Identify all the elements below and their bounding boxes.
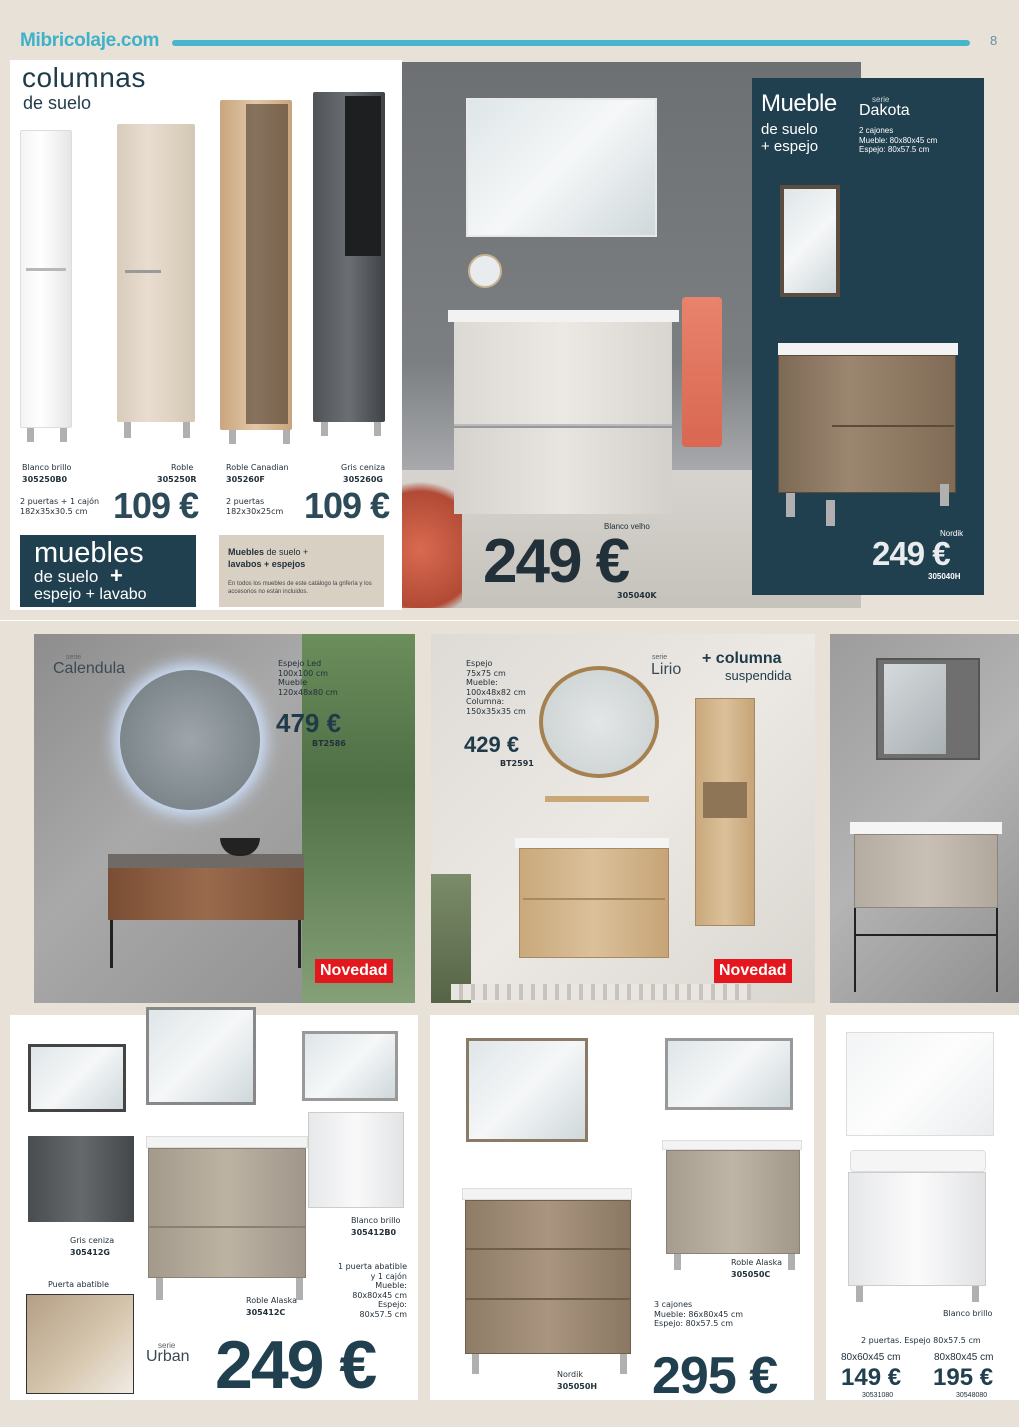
lirio-extra1: + columna bbox=[702, 650, 782, 667]
novedad-badge: Novedad bbox=[714, 959, 792, 983]
dakota-title1: Mueble bbox=[761, 90, 837, 117]
blanco-washbasin bbox=[850, 1150, 986, 1172]
hero-price: 249 € bbox=[483, 527, 629, 596]
serie-label: serie bbox=[158, 1341, 176, 1350]
header-rule bbox=[172, 40, 970, 46]
brand-logo: Mibricolaje.com bbox=[20, 30, 160, 51]
mirror-door bbox=[884, 664, 946, 754]
calendula-price: 479 € bbox=[276, 708, 342, 738]
urban-price: 249 € bbox=[215, 1327, 376, 1403]
blanco-size2: 80x80x45 cm bbox=[934, 1352, 994, 1363]
countertop bbox=[108, 854, 304, 868]
page-number: 8 bbox=[990, 33, 998, 48]
leg bbox=[27, 428, 34, 442]
nordik-alaska-specs: 3 cajones Mueble: 86x80x45 cm Espejo: 80x57.5 cm bbox=[654, 1300, 744, 1329]
lirio-code: BT2591 bbox=[500, 759, 534, 768]
columnas-subtitle: de suelo bbox=[23, 93, 92, 113]
item-code: 305250B0 bbox=[22, 475, 68, 484]
dakota-title3: + espejo bbox=[761, 138, 819, 155]
item-code: 305412G bbox=[70, 1248, 110, 1257]
column-open-shelves bbox=[246, 104, 288, 424]
dakota-specs: 2 cajones Mueble: 80x80x45 cm Espejo: 80x57.5 cm bbox=[859, 126, 938, 155]
leg bbox=[788, 1254, 795, 1270]
urban-alaska-cabinet bbox=[148, 1148, 306, 1278]
nordik-alaska-price: 295 € bbox=[652, 1347, 778, 1405]
urban-blanco-cabinet bbox=[308, 1112, 404, 1208]
blanco-cabinet bbox=[848, 1172, 986, 1286]
blanco-price1: 149 € bbox=[841, 1364, 902, 1391]
item-code: 305260G bbox=[343, 475, 383, 484]
item-finish: Nordik bbox=[557, 1370, 583, 1379]
item-code: 305260F bbox=[226, 475, 265, 484]
item-finish: Roble Alaska bbox=[246, 1296, 298, 1305]
column-niche bbox=[703, 782, 747, 818]
open-shelf bbox=[854, 908, 998, 936]
leg bbox=[321, 422, 328, 436]
dakota-cabinet bbox=[778, 355, 956, 493]
nordik-mirror bbox=[466, 1038, 588, 1142]
alaska-cabinet bbox=[666, 1150, 800, 1254]
round-mirror bbox=[539, 666, 659, 778]
item-code: 305250R bbox=[157, 475, 197, 484]
urban-alaska-mirror bbox=[146, 1007, 256, 1105]
urban-washbasin bbox=[146, 1136, 308, 1148]
serie-label: serie bbox=[652, 654, 668, 661]
flower-vase bbox=[402, 462, 462, 608]
alaska-washbasin bbox=[662, 1140, 802, 1150]
item-finish: Blanco brillo bbox=[943, 1309, 993, 1318]
urban-gris-cabinet bbox=[28, 1136, 134, 1222]
urban-gris-mirror bbox=[28, 1044, 126, 1112]
group-price: 109 € bbox=[113, 485, 199, 526]
column-white bbox=[20, 130, 72, 428]
leg bbox=[374, 422, 381, 436]
drawer-line bbox=[523, 898, 665, 900]
columnas-title: columnas bbox=[22, 62, 146, 93]
lirio-cabinet bbox=[519, 848, 669, 958]
leg bbox=[156, 1278, 163, 1300]
urban-specs: 1 puerta abatible y 1 cajón Mueble: 80x80x45 cm Espejo: 80x57.5 cm bbox=[337, 1262, 407, 1319]
divider bbox=[0, 620, 1019, 621]
hero-finish: Blanco velho bbox=[604, 522, 650, 531]
leg bbox=[110, 920, 113, 968]
rug bbox=[451, 984, 751, 1000]
urban-blanco-mirror bbox=[302, 1031, 398, 1101]
group-size: 182x35x30.5 cm bbox=[20, 507, 88, 516]
dakota-code: 305040H bbox=[928, 572, 961, 581]
column-roble bbox=[117, 124, 195, 422]
leg bbox=[283, 430, 290, 444]
calendula-code: BT2586 bbox=[312, 739, 346, 748]
group-desc: 2 puertas bbox=[226, 497, 265, 506]
lirio-extra2: suspendida bbox=[725, 668, 792, 683]
muebles-banner bbox=[20, 535, 196, 607]
info-title2: lavabos + espejos bbox=[228, 559, 306, 569]
handle bbox=[125, 270, 161, 273]
banner-line3: espejo + lavabo bbox=[34, 586, 147, 603]
door-detail-photo bbox=[26, 1294, 134, 1394]
nordik-washbasin bbox=[462, 1188, 632, 1200]
drawer-bottom bbox=[454, 428, 672, 514]
item-finish: Gris ceniza bbox=[341, 463, 386, 472]
leg bbox=[472, 1354, 479, 1374]
washbasin bbox=[850, 822, 1002, 834]
calendula-specs: Espejo Led 100x100 cm Mueble 120x48x80 cm bbox=[278, 659, 338, 697]
lirio-price: 429 € bbox=[464, 732, 520, 757]
calendula-cabinet bbox=[108, 868, 304, 920]
drawer-line bbox=[832, 425, 954, 427]
leg bbox=[124, 422, 131, 438]
leg bbox=[940, 484, 949, 506]
banner-line1: muebles bbox=[34, 537, 144, 569]
item-finish: Roble Alaska bbox=[731, 1258, 783, 1267]
blanco-size1: 80x60x45 cm bbox=[841, 1352, 901, 1363]
dakota-finish: Nordik bbox=[940, 529, 964, 538]
item-finish: Gris ceniza bbox=[70, 1236, 115, 1245]
leg bbox=[296, 1278, 303, 1300]
dakota-mirror bbox=[780, 185, 840, 297]
info-box bbox=[219, 535, 384, 607]
leg bbox=[229, 430, 236, 444]
leg bbox=[996, 936, 998, 992]
dakota-panel bbox=[752, 78, 984, 595]
leg bbox=[826, 500, 835, 526]
calendula-photo bbox=[34, 634, 415, 1003]
leg bbox=[620, 1354, 627, 1374]
group-size: 182x30x25cm bbox=[226, 507, 284, 516]
info-note: En todos los muebles de este catálogo la grifería y los accesorios no están incluidos. bbox=[228, 581, 372, 596]
blanco-code2: 30548080 bbox=[956, 1392, 988, 1399]
item-code: 305050C bbox=[731, 1270, 771, 1279]
drawer-line bbox=[465, 1248, 631, 1250]
group-price: 109 € bbox=[304, 485, 390, 526]
item-finish: Blanco brillo bbox=[351, 1216, 401, 1225]
wall-mirror bbox=[466, 98, 657, 237]
blanco-mirror bbox=[846, 1032, 994, 1136]
serie-name: Urban bbox=[146, 1348, 190, 1365]
wall-shelf bbox=[545, 796, 649, 802]
serie-name: Dakota bbox=[859, 102, 910, 119]
drawer-top bbox=[454, 322, 672, 426]
info-title: Muebles de suelo + bbox=[228, 547, 309, 557]
washbasin bbox=[448, 310, 679, 322]
group-desc: 2 puertas + 1 cajón bbox=[20, 497, 100, 506]
serie-label: serie bbox=[66, 654, 82, 661]
leg bbox=[856, 1286, 863, 1302]
leg bbox=[183, 422, 190, 438]
column-open-shelves bbox=[345, 96, 381, 256]
serie-name: Calendula bbox=[53, 660, 126, 677]
leg bbox=[854, 936, 856, 992]
door-label: Puerta abatible bbox=[48, 1280, 110, 1289]
item-finish: Roble Canadian bbox=[226, 463, 289, 472]
led-mirror bbox=[120, 670, 260, 810]
handle bbox=[26, 268, 66, 271]
round-makeup-mirror bbox=[468, 254, 502, 288]
banner-line2: de suelo bbox=[34, 567, 99, 586]
alaska-mirror bbox=[665, 1038, 793, 1110]
serie-name: Lirio bbox=[651, 661, 682, 678]
leg bbox=[674, 1254, 681, 1270]
leg bbox=[786, 493, 795, 517]
novedad-badge: Novedad bbox=[315, 959, 393, 983]
dakota-title2: de suelo bbox=[761, 121, 818, 138]
gray-vanity-photo bbox=[830, 634, 1019, 1003]
lirio-specs: Espejo 75x75 cm Mueble: 100x48x82 cm Columna: 150x35x35 cm bbox=[466, 659, 526, 716]
gray-cabinet bbox=[854, 834, 998, 908]
serie-label: serie bbox=[872, 95, 890, 104]
hero-code: 305040K bbox=[617, 591, 657, 600]
drawer-line bbox=[148, 1226, 306, 1228]
washbasin bbox=[515, 838, 669, 848]
item-finish: Blanco brillo bbox=[22, 463, 72, 472]
item-code: 305412B0 bbox=[351, 1228, 397, 1237]
banner-plus: + bbox=[110, 563, 123, 588]
item-code: 305050H bbox=[557, 1382, 598, 1391]
towel bbox=[682, 297, 722, 447]
blanco-specs: 2 puertas. Espejo 80x57.5 cm bbox=[861, 1336, 981, 1345]
drawer-line bbox=[465, 1298, 631, 1300]
nordik-cabinet bbox=[465, 1200, 631, 1354]
leg bbox=[972, 1286, 979, 1302]
dakota-price: 249 € bbox=[872, 535, 950, 572]
leg bbox=[298, 920, 301, 968]
blanco-price2: 195 € bbox=[933, 1364, 994, 1391]
leg bbox=[60, 428, 67, 442]
item-finish: Roble bbox=[171, 463, 194, 472]
dakota-washbasin bbox=[778, 343, 958, 355]
blanco-code1: 30531080 bbox=[862, 1392, 894, 1399]
item-code: 305412C bbox=[246, 1308, 286, 1317]
